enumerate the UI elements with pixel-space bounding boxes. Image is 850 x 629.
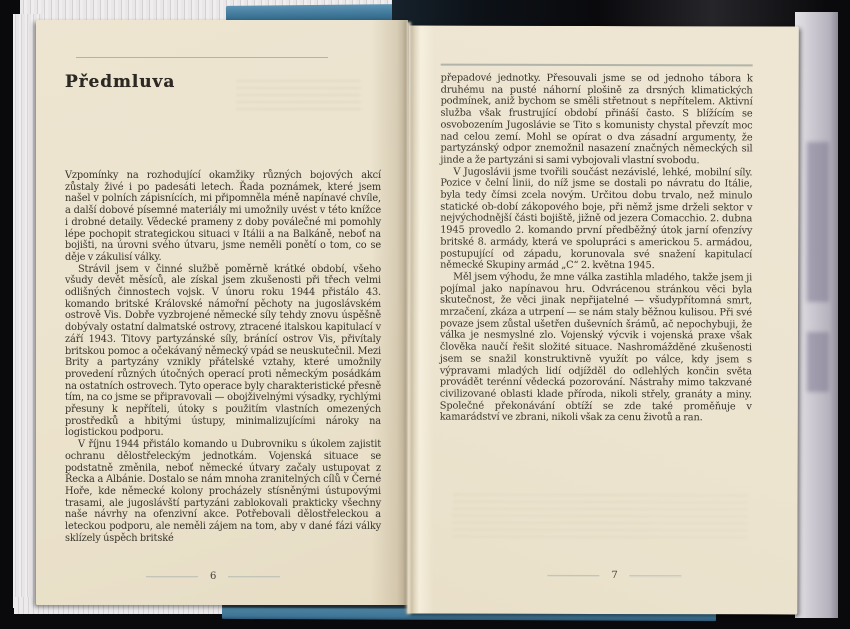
right-page-body [440, 73, 753, 425]
left-page [36, 20, 408, 605]
scan-artifact-line [441, 64, 753, 67]
show-through-text [452, 494, 747, 541]
folio-rule-left [547, 574, 599, 576]
book-gutter-crease [405, 22, 412, 614]
show-through-smudge [807, 332, 829, 392]
folio-rule-left [146, 576, 198, 578]
scan-artifact-line [76, 57, 328, 58]
right-page [407, 25, 799, 614]
paragraph: přepadové jednotky. Přesouvali jsme se od jednoho tábora k druhému na pusté náhorní plošině za drsných klimatických podmínek, aniž bychom se směli střetnout s nepřítelem. Aktivní služba však frustrující období přináší často. S blížícím se osvobozením Jugoslávie se Tito s komunisty chystal převzít moc nad celou zemí. Mohl se opírat o dva zásadní argumenty, že partyzánský odpor znemožnil nasazení značných německých sil jinde a že partyzáni si sami vybojovali vlastní svobodu. [440, 72, 753, 167]
page-stack-right-edge [795, 12, 838, 618]
page-number-left: 6 [210, 571, 217, 582]
show-through-text [236, 80, 361, 114]
paragraph: Měl jsem výhodu, že mne válka zastihla mladého, takže jsem ji pojímal jako napínavou hru. Odvrácenou stránkou věci byla skutečnost, že věci jinak nepřijatelné — všudypřítomná smrt, mrzačení, zkáza a utrpení — se nám staly běžnou kulisou. Při své povaze jsem zůstal ušetřen duševních šrámů, ač nepochybuji, že válka je nesmyslné zlo. Vojenský výcvik i vojenská praxe však člověka naučí řešit složité situace. Nashromážděné zkušenosti jsem se snažil konstruktivně využít po válce, kdy jsem s výpravami mladých lidí odjížděl do odlehlých končin světa provádět terénní vědecká pozorování. Nástrahy mimo takzvané civilizované oblasti klade příroda, nikoli střely, granáty a miny. Společné překonávání obtíží se zde také proměňuje v kamarádství ve zbrani, nikoli však za cenu životů a ran. [439, 271, 753, 424]
folio-rule-right [630, 575, 682, 577]
paragraph: V Jugoslávii jsme tvořili součást nezávislé, lehké, mobilní síly. Pozice v čelní linii, do níž jsme se dostali po návratu do Itálie, byla tedy čímsi zcela novým. Určitou dobu trvalo, než minulo statické ob-dobí zákopového boje, při němž jsme drželi sektor v nejvýchodnější části bojiště, jižně od jezera Comacchio. 2. dubna 1945 provedlo 2. komando první předběžný útok jarní ofenzívy britské 8. armády, která ve spolupráci s americkou 5. armádou, postupující od západu, korunovala své snažení kapitulací německé Skupiny armád „C“ 2. května 1945. [440, 166, 753, 272]
chapter-heading: Předmluva [65, 72, 176, 92]
paragraph: V říjnu 1944 přistálo komando u Dubrovniku s úkolem zajistit ochranu dělostřeleckým jednotkám. Vojenská situace se podstatně změnila, neboť německé útvary začaly ustupovat z Řecka a Albánie. Dostalo se nám mnoha zranitelných cílů v Černé Hoře, kde německé kolony procházely stísněnými ústupovými trasami, ale jugoslávští partyzáni zablokovali prakticky všechny naše návrhy na ofenzivní akce. Potřebovali dělostřeleckou a leteckou podporu, ale neměli zájem na tom, aby v dané fázi války sklízely úspěch britské [65, 439, 381, 544]
folio-rule-right [228, 576, 280, 578]
show-through-smudge [807, 142, 829, 302]
left-page-body [65, 170, 381, 545]
paragraph: Vzpomínky na rozhodující okamžiky různých bojových akcí zůstaly živé i po padesáti letech. Řada poznámek, které jsem našel v polních zápisnících, mi připomněla méně napínavé chvíle, a další dobové písemné materiály mi umožnily uvést v této knížce i drobné detaily. Vědecké prameny z doby poválečné mi pomohly lépe pochopit strategickou situaci v Itálii a na Balkáně, neboť na bojišti, na úrovni svého útvaru, jsme neměli ponětí o tom, co se děje v zákulisí války. [65, 170, 381, 263]
paragraph: Strávil jsem v činné službě poměrně krátké období, všeho všudy devět měsíců, ale získal jsem zkušenosti při třech velmi odlišných činnostech vojsk. V únoru roku 1944 přistálo 43. komando britské Královské námořní pěchoty na jugoslávském ostrově Vis. Dobře vyzbrojené německé síly tehdy znovu úspěšně dobývaly ostatní dalmatské ostrovy, ztracené italskou kapitulací v září 1943. Titovy partyzánské síly, bránící ostrov Vis, přivítaly britskou pomoc a očekávaný německý vpád se neuskutečnil. Mezi Brity a partyzány vznikly přátelské vztahy, které umožnily provedení různých útočných operací proti německým posádkám na ostatních ostrovech. Tyto operace byly charakteristické přesně tím, na co jsme se připravovali — obojživelnými výsadky, rychlými přesuny k nepříteli, útoky s použitím vlastních omezených prostředků a hbitými ústupy, minimalizujícími nároky na logistickou podporu. [65, 263, 381, 439]
page-number-right: 7 [611, 570, 618, 582]
right-page-folio [547, 570, 681, 581]
left-page-folio [146, 571, 280, 582]
